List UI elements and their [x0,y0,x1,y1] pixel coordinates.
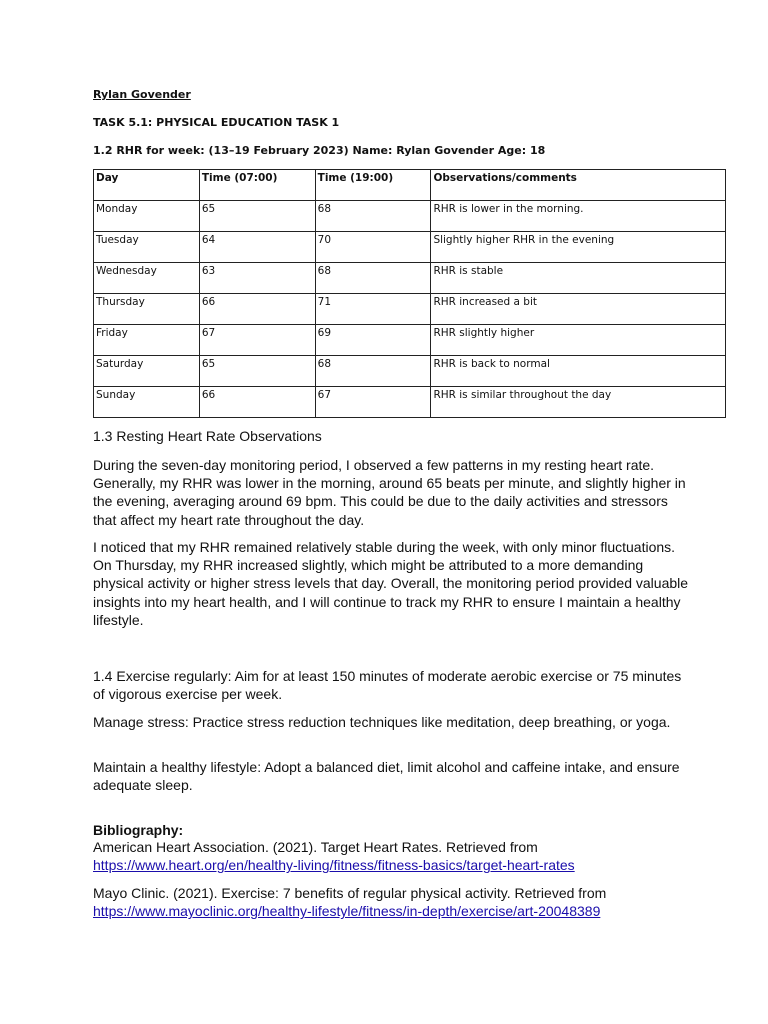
cell-day: Thursday [94,294,200,325]
header-day: Day [94,170,200,201]
table-row [94,263,726,294]
cell-morning: 67 [199,325,315,356]
cell-evening: 67 [315,387,431,418]
cell-day: Monday [94,201,200,232]
table-row [94,356,726,387]
cell-day: Sunday [94,387,200,418]
cell-morning: 65 [199,201,315,232]
cell-observation: RHR is back to normal [431,356,726,387]
rhr-week-heading: 1.2 RHR for week: (13–19 February 2023) Name: Rylan Govender Age: 18 [93,144,546,157]
bibliography-citation: American Heart Association. (2021). Target Heart Rates. Retrieved from [93,839,538,855]
cell-evening: 68 [315,356,431,387]
cell-observation: RHR is stable [431,263,726,294]
table-row [94,387,726,418]
recommendation-stress: Manage stress: Practice stress reduction techniques like meditation, deep breathing, or yoga. [93,714,671,730]
cell-observation: Slightly higher RHR in the evening [431,232,726,263]
cell-evening: 70 [315,232,431,263]
cell-evening: 68 [315,201,431,232]
cell-morning: 63 [199,263,315,294]
table-row [94,232,726,263]
bibliography-link[interactable]: https://www.mayoclinic.org/healthy-lifestyle/fitness/in-depth/exercise/art-20048389 [93,903,601,920]
cell-morning: 66 [199,294,315,325]
bibliography-link[interactable]: https://www.heart.org/en/healthy-living/fitness/fitness-basics/target-heart-rates [93,857,575,874]
table-row [94,294,726,325]
observations-heading: 1.3 Resting Heart Rate Observations [93,428,322,444]
cell-day: Wednesday [94,263,200,294]
rhr-table [93,169,726,418]
recommendation-lifestyle: Maintain a healthy lifestyle: Adopt a balanced diet, limit alcohol and caffeine intake, and ensure adequate sleep. [93,759,680,794]
cell-day: Tuesday [94,232,200,263]
bibliography-citation: Mayo Clinic. (2021). Exercise: 7 benefits of regular physical activity. Retrieved from [93,885,607,901]
cell-observation: RHR slightly higher [431,325,726,356]
cell-evening: 69 [315,325,431,356]
observations-paragraph: During the seven-day monitoring period, I observed a few patterns in my resting heart rate. Generally, my RHR was lower in the morning, around 65 beats per minute, and slightly higher in the evening, averaging around 69 bpm. This could be due to the daily activities and stressors that affect my heart rate throughout the day. [93,457,686,528]
bibliography-entry [93,838,713,874]
cell-observation: RHR is similar throughout the day [431,387,726,418]
table-row [94,325,726,356]
task-title: TASK 5.1: PHYSICAL EDUCATION TASK 1 [93,116,340,129]
cell-morning: 66 [199,387,315,418]
cell-day: Saturday [94,356,200,387]
cell-morning: 65 [199,356,315,387]
author-name: Rylan Govender [93,88,191,101]
header-morning: Time (07:00) [199,170,315,201]
recommendation-exercise: 1.4 Exercise regularly: Aim for at least 150 minutes of moderate aerobic exercise or 75 minutes of vigorous exercise per week. [93,668,682,703]
cell-evening: 68 [315,263,431,294]
cell-observation: RHR is lower in the morning. [431,201,726,232]
cell-evening: 71 [315,294,431,325]
observations-paragraph: I noticed that my RHR remained relatively stable during the week, with only minor fluctuations. On Thursday, my RHR increased slightly, which might be attributed to a more demanding physical activity or higher stress levels that day. Overall, the monitoring period provided valuable insights into my heart health, and I will continue to track my RHR to ensure I maintain a healthy lifestyle. [93,539,689,628]
header-observations: Observations/comments [431,170,726,201]
cell-observation: RHR increased a bit [431,294,726,325]
header-evening: Time (19:00) [315,170,431,201]
cell-morning: 64 [199,232,315,263]
table-row [94,201,726,232]
cell-day: Friday [94,325,200,356]
bibliography-heading: Bibliography: [93,822,184,838]
bibliography-entry [93,884,713,920]
table-header-row [94,170,726,201]
